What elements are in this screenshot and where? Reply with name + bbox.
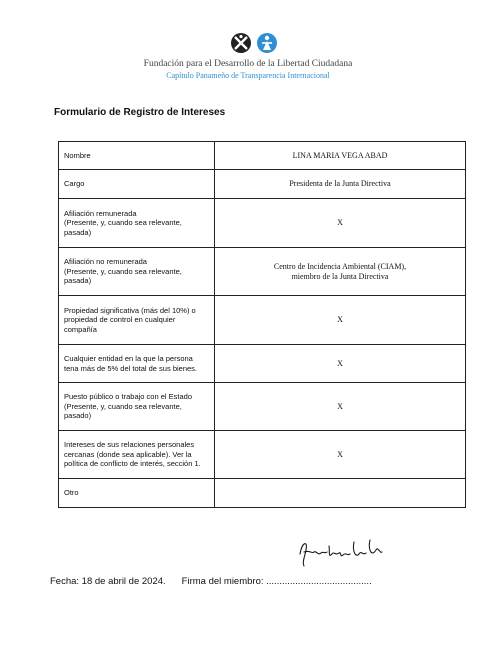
row-label: Otro [59,479,215,508]
logo-group [0,32,496,60]
row-value-text: X [337,449,343,459]
row-value-text: Centro de Incidencia Ambiental (CIAM), miembro de la Junta Directiva [273,261,407,281]
footer-line [50,576,372,587]
row-value [215,142,466,170]
row-label: Nombre [59,142,215,170]
row-label: Afiliación remunerada (Presente, y, cuando sea relevante, pasada) [59,199,215,248]
row-value-text: X [337,358,343,368]
table-row [59,383,466,431]
form-title: Formulario de Registro de Intereses [54,107,226,118]
row-value-text: X [337,218,343,227]
row-label: Cualquier entidad en la que la persona tena más de 5% del total de sus bienes. [59,345,215,383]
handwritten-signature [296,532,384,572]
row-value [215,248,466,296]
row-value [215,296,466,345]
row-label: Puesto público o trabajo con el Estado (Presente, y, cuando sea relevante, pasado) [59,383,215,431]
date-text: Fecha: 18 de abril de 2024. [50,576,166,587]
row-label: Propiedad significativa (más del 10%) o propiedad de control en cualquier compañía [59,296,215,345]
row-value-text: X [337,315,343,324]
row-label: Afiliación no remunerada (Presente, y, cuando sea relevante, pasada) [59,248,215,296]
table-row [59,345,466,383]
table-row [59,142,466,170]
row-value [215,170,466,199]
row-value-text: Presidenta de la Junta Directiva [289,179,391,188]
row-value-text: LINA MARIA VEGA ABAD [292,150,388,160]
row-value [215,345,466,383]
row-value [215,383,466,431]
table-row [59,199,466,248]
row-label: Cargo [59,170,215,199]
row-value [215,199,466,248]
table-row [59,170,466,199]
table-row [59,479,466,508]
interest-register-table [58,141,466,508]
table-row [59,248,466,296]
organization-subtitle: Capítulo Panameño de Transparencia Internacional [166,71,330,80]
row-label: Intereses de sus relaciones personales cercanas (donde sea aplicable). Ver la política de conflicto de interés, sección 1. [59,431,215,479]
table-row [59,296,466,345]
member-signature-field: Firma del miembro: ........................................ [181,576,372,587]
table-row [59,431,466,479]
stick-figures-emblem-icon [230,32,252,54]
organization-name: Fundación para el Desarrollo de la Libertad Ciudadana [143,59,353,69]
row-value [215,431,466,479]
row-value-text: X [337,401,343,411]
row-value [215,479,466,508]
transparency-figure-icon [256,32,278,54]
